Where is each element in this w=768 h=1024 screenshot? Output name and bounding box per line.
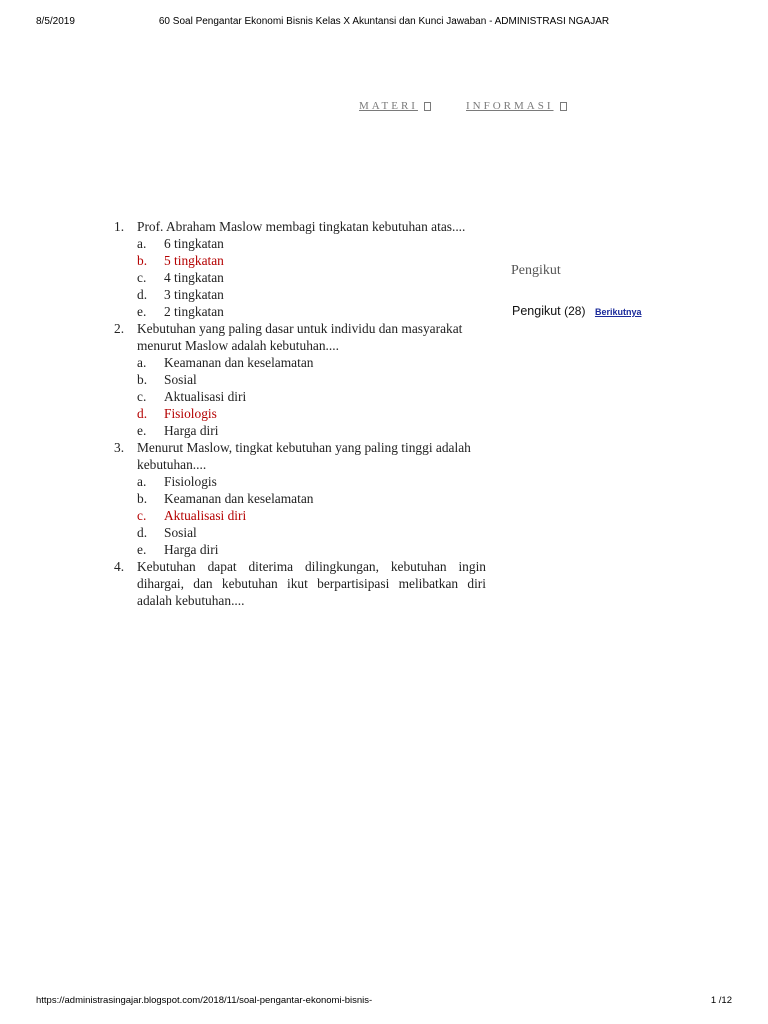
question-item [114,320,486,354]
answer-option [114,354,486,371]
dropdown-icon [424,102,431,111]
answer-option [114,422,486,439]
option-text: Keamanan dan keselamatan [164,355,314,370]
print-page-number: 1 /12 [710,995,732,1006]
answer-option [114,235,486,252]
option-letter: b. [137,253,148,268]
option-text: Fisiologis [164,406,217,421]
option-text: 4 tingkatan [164,270,224,285]
option-letter: b. [137,372,148,387]
print-date: 8/5/2019 [36,16,75,27]
question-text: Menurut Maslow, tingkat kebutuhan yang paling tinggi adalah kebutuhan.... [137,440,471,472]
answer-option [114,286,486,303]
answer-option [114,269,486,286]
option-text: 6 tingkatan [164,236,224,251]
question-item [114,558,486,609]
option-text: 2 tingkatan [164,304,224,319]
option-letter: c. [137,270,147,285]
option-text: Fisiologis [164,474,217,489]
print-page-title: 60 Soal Pengantar Ekonomi Bisnis Kelas X Akuntansi dan Kunci Jawaban - ADMINISTRASI NGAJAR [158,16,610,27]
option-letter: d. [137,287,148,302]
sidebar-followers-title: Pengikut [511,263,561,278]
question-item [114,439,486,473]
nav-item-label: INFORMASI [466,100,554,112]
followers-count: (28) [564,304,586,318]
answer-option [114,507,486,524]
nav-item-label: MATERI [359,100,418,112]
answer-option [114,252,486,269]
option-text: Aktualisasi diri [164,389,247,404]
option-text: Aktualisasi diri [164,508,247,523]
option-text: 3 tingkatan [164,287,224,302]
option-letter: d. [137,525,148,540]
option-letter: c. [137,389,147,404]
option-letter: a. [137,236,147,251]
question-item [114,218,486,235]
answer-option [114,541,486,558]
option-text: Harga diri [164,542,219,557]
option-letter: a. [137,474,147,489]
followers-label: Pengikut [512,304,561,318]
question-number: 1. [114,219,125,234]
option-letter: c. [137,508,147,523]
question-list [114,218,486,609]
question-text: Kebutuhan dapat diterima dilingkungan, kebutuhan ingin dihargai, dan kebutuhan ikut berpartisipasi melibatkan diri adalah kebutuhan.... [137,559,486,608]
option-letter: d. [137,406,148,421]
option-letter: e. [137,423,147,438]
answer-option [114,303,486,320]
question-number: 2. [114,321,125,336]
nav-item-materi[interactable] [359,100,431,112]
print-url: https://administrasingajar.blogspot.com/2018/11/soal-pengantar-ekonomi-bisnis- [36,995,373,1006]
option-text: Harga diri [164,423,219,438]
option-letter: a. [137,355,147,370]
question-text: Kebutuhan yang paling dasar untuk individu dan masyarakat menurut Maslow adalah kebutuhan.... [137,321,463,353]
nav-item-informasi[interactable] [466,100,567,112]
followers-widget [512,304,642,318]
question-number: 3. [114,440,125,455]
answer-option [114,388,486,405]
option-letter: b. [137,491,148,506]
answer-option [114,490,486,507]
answer-option [114,371,486,388]
option-letter: e. [137,304,147,319]
option-text: Sosial [164,372,197,387]
option-text: Keamanan dan keselamatan [164,491,314,506]
answer-option [114,405,486,422]
question-text: Prof. Abraham Maslow membagi tingkatan kebutuhan atas.... [137,219,466,234]
dropdown-icon [560,102,567,111]
answer-option [114,473,486,490]
option-letter: e. [137,542,147,557]
next-link[interactable]: Berikutnya [594,307,642,317]
option-text: 5 tingkatan [164,253,224,268]
question-number: 4. [114,559,125,574]
option-text: Sosial [164,525,197,540]
answer-option [114,524,486,541]
